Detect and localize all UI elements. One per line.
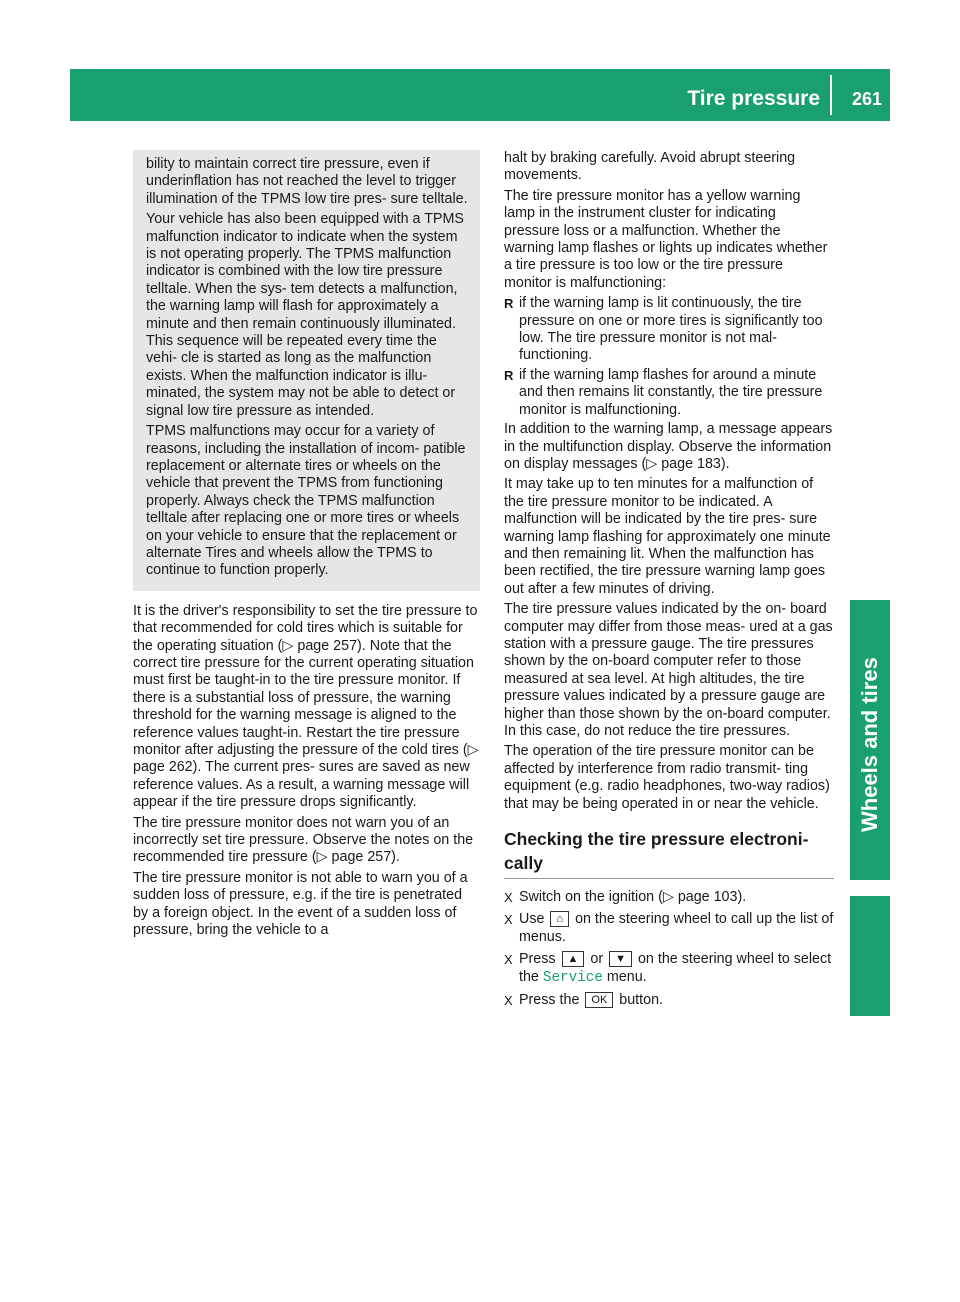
- list-item: R if the warning lamp is lit continuously, the tire pressure on one or more tires is significantly too low. The tire pressure monitor is not mal- functioning.: [504, 295, 823, 364]
- page-reference-link[interactable]: (▷ page 183).: [641, 455, 730, 472]
- ok-key-icon: OK: [585, 992, 613, 1008]
- body-paragraph: The tire pressure monitor is not able to warn you of a sudden loss of pressure, e.g. if the tire is penetrated by a foreign object. In the event of a sudden loss of pressure, bring the vehicle to a: [133, 869, 468, 939]
- chapter-title: Tire pressure: [687, 87, 820, 110]
- body-paragraph: The tire pressure monitor has a yellow warning lamp in the instrument cluster for indicating pressure loss or a malfunction. Whether the warning lamp flashes or lights up indicates whether a tire pressure is too low or the tire pressure monitor is malfunctioning:: [504, 187, 828, 291]
- header-divider: [830, 75, 832, 115]
- header-bar: [70, 69, 890, 121]
- body-paragraph: It may take up to ten minutes for a malfunction of the tire pressure monitor to be indicated. A malfunction will be indicated by the tire pres- sure warning lamp flashing for approximately one minute and then remaining lit. When the malfunction has been rectified, the tire pressure warning lamp goes out after a few minutes of driving.: [504, 476, 831, 597]
- body-paragraph: It is the driver's responsibility to set the tire pressure to that recommended for cold tires which is suitable for the operating situation (▷ page 257). Note that the correct tire pressure for the current operating situation must first be taught-in to the tire pressure monitor. If there is a substantial loss of pressure, the warning threshold for the warning message is aligned to the reference values taught-in. Restart the tire pressure monitor after adjusting the pressure of the cold tires (▷ page 262). The current pres- sures are saved as new reference values. As a result, a warning message will appear if the tire pressure drops significantly.: [133, 602, 479, 811]
- step-marker: X: [504, 890, 513, 906]
- section-side-tab: [850, 600, 890, 880]
- page-reference-link[interactable]: (▷ page 103).: [658, 889, 747, 906]
- home-button-icon: ⌂: [550, 911, 569, 927]
- service-menu-name: Service: [542, 969, 603, 986]
- step-marker: X: [504, 993, 513, 1009]
- body-paragraph: The operation of the tire pressure monitor can be affected by interference from radio transmit- ting equipment (e.g. radio headphones, two-way radios) that may be being operated in or near the vehicle.: [504, 743, 830, 812]
- side-tab-label: Wheels and tires: [857, 657, 882, 832]
- instruction-step: X Switch on the ignition (▷ page 103).: [504, 889, 747, 906]
- left-column: [133, 150, 480, 942]
- tpms-note-box: [133, 150, 480, 591]
- bullet-marker: R: [504, 296, 514, 312]
- body-paragraph: The tire pressure values indicated by the on- board computer may differ from those meas- ured at a gas station with a pressure gauge. The tire pressures shown by the on-board computer refer to those measured at sea level. At high altitudes, the tire pressure values indicated by a pressure gauge are higher than those shown by the on-board computer. In this case, do not reduce the tire pressures.: [504, 601, 833, 739]
- bullet-marker: R: [504, 367, 514, 383]
- instruction-steps: [504, 889, 834, 1009]
- page-number: 261: [851, 89, 882, 109]
- note-paragraph: Your vehicle has also been equipped with a TPMS malfunction indicator to indicate when the system is not operating properly. The TPMS malfunction indicator is combined with the low tire pressure telltale. When the sys- tem detects a malfunction, the warning lamp will flash for approximately a minute and then remain continuously illuminated. This sequence will be repeated every time the vehi- cle is started as long as the malfunction exists. When the malfunction indicator is illu- minated, the system may not be able to detect or signal low tire pressure as intended.: [146, 211, 464, 419]
- right-column: [504, 150, 834, 1014]
- step-marker: X: [504, 952, 513, 968]
- instruction-step: X Use ⌂ on the steering wheel to call up the list of menus.: [504, 911, 834, 945]
- note-paragraph: bility to maintain correct tire pressure, even if underinflation has not reached the level to trigger illumination of the TPMS low tire pres- sure telltale.: [146, 156, 468, 207]
- instruction-step: X Press ▲ or ▼ on the steering wheel to select the Service menu.: [504, 951, 832, 986]
- down-arrow-key-icon: ▼: [609, 951, 632, 967]
- section-heading: Checking the tire pressure electroni- cally: [504, 827, 834, 879]
- warning-lamp-list: [504, 295, 834, 419]
- page-reference-link[interactable]: (▷ page 257).: [277, 637, 366, 654]
- instruction-step: X Press the OK button.: [504, 992, 664, 1009]
- page-reference-link[interactable]: (▷ page 257).: [311, 849, 400, 866]
- up-arrow-key-icon: ▲: [562, 951, 585, 967]
- side-thumb-marker: [850, 896, 890, 1016]
- body-paragraph: The tire pressure monitor does not warn you of an incorrectly set tire pressure. Observe the notes on the recommended tire pressure (▷ page 257).: [133, 814, 474, 866]
- page-reference-link[interactable]: (▷ page 262).: [133, 742, 479, 776]
- step-marker: X: [504, 912, 513, 928]
- list-item: R if the warning lamp flashes for around a minute and then remains lit constantly, the tire pressure monitor is malfunctioning.: [504, 366, 823, 418]
- note-paragraph: TPMS malfunctions may occur for a variety of reasons, including the installation of incom- patible replacement or alternate tires or wheels on the vehicle that prevent the TPMS from functioning properly. Always check the TPMS malfunction telltale after replacing one or more tires or wheels on your vehicle to ensure that the replacement or alternate Tires and wheels allow the TPMS to continue to function properly.: [146, 423, 466, 579]
- body-paragraph: halt by braking carefully. Avoid abrupt steering movements.: [504, 150, 796, 184]
- body-paragraph: In addition to the warning lamp, a message appears in the multifunction display. Observe the information on display messages (▷ page 183).: [504, 421, 833, 472]
